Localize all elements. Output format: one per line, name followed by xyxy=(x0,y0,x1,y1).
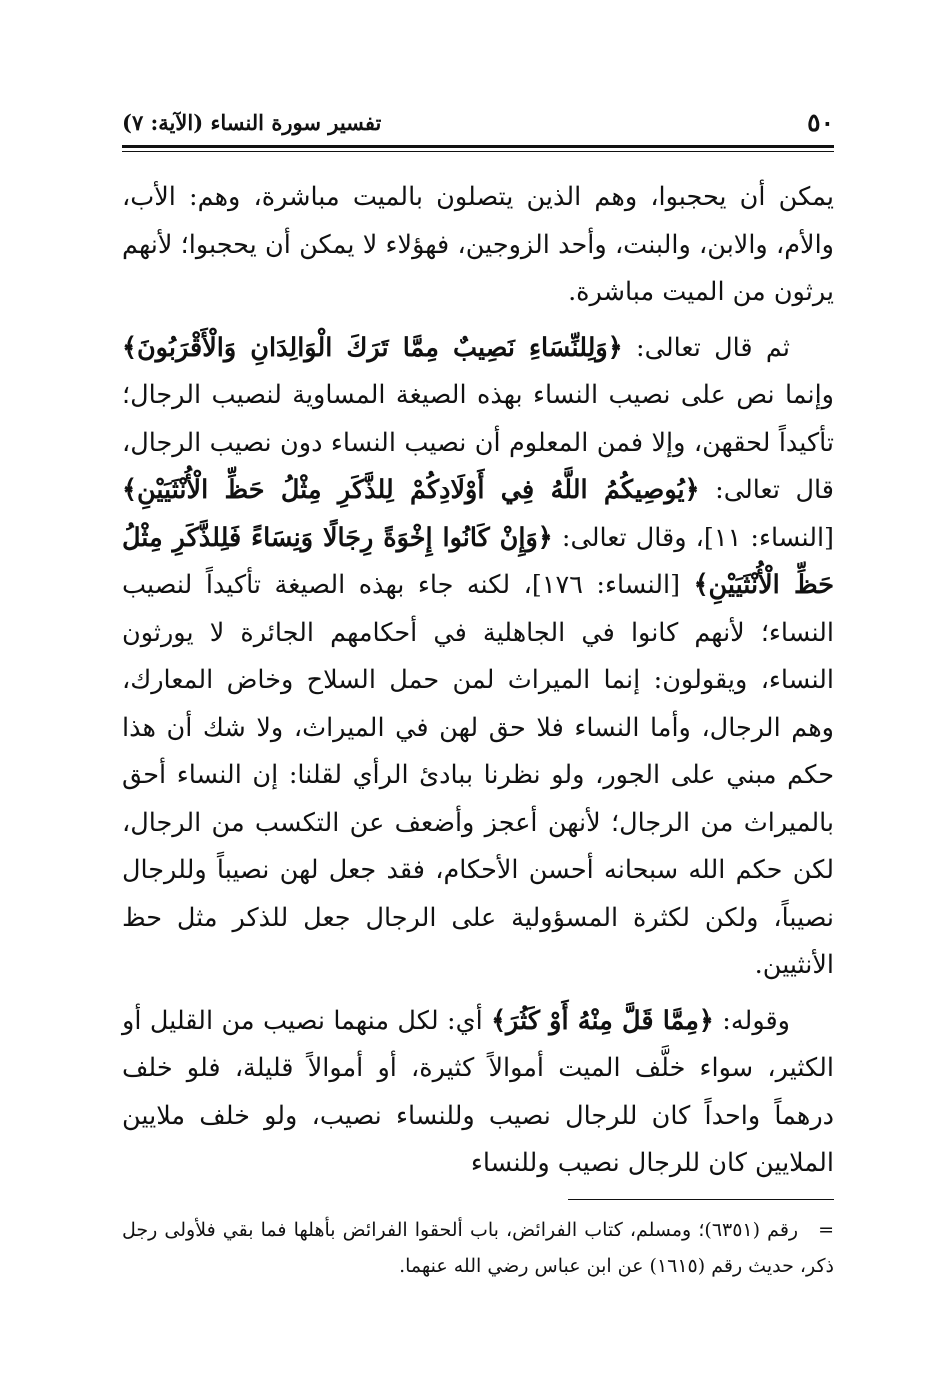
paragraph-2-text-a: ثم قال تعالى: xyxy=(622,332,791,363)
paragraph-3-text-a: وقوله: xyxy=(713,1005,790,1036)
page-number: ٥٠ xyxy=(807,108,834,137)
page-header xyxy=(122,104,834,144)
footnote-text: رقم (٦٣٥١)؛ ومسلم، كتاب الفرائض، باب ألحقوا الفرائض بأهلها فما بقي فلأولى رجل ذكر، حديث رقم (١٦١٥) عن ابن عباس رضي الله عنهما. xyxy=(122,1219,834,1277)
quran-verse-2: ﴿يُوصِيكُمُ اللَّهُ فِي أَوْلَادِكُمْ لِلذَّكَرِ مِثْلُ حَظِّ الْأُنْثَيَيْنِ﴾ xyxy=(122,475,700,505)
paragraph-2-text-b: وإنما نص على نصيب النساء بهذه الصيغة المساوية لنصيب الرجال؛ تأكيداً لحقهن، وإلا فمن المعلوم أن نصيب النساء دون نصيب الرجال، قال تعالى: xyxy=(122,380,834,505)
quran-verse-4: ﴿مِمَّا قَلَّ مِنْهُ أَوْ كَثُرَ﴾ xyxy=(491,1005,714,1036)
paragraph-1: يمكن أن يحجبوا، وهم الذين يتصلون بالميت مباشرة، وهم: الأب، والأم، والابن، والبنت، وأحد الزوجين، فهؤلاء لا يمكن أن يحجبوا؛ لأنهم يرثون من الميت مباشرة. xyxy=(122,182,834,307)
paragraph-3-text-b: أي: لكل منهما نصيب من القليل أو الكثير، سواء خلَّف الميت أموالاً كثيرة، أو أموالاً قليلة، فلو خلف درهماً واحداً كان للرجال نصيب وللنساء نصيب، ولو خلف ملايين الملايين كان للرجال نصيب وللنساء xyxy=(122,1005,834,1178)
header-rule-thin xyxy=(122,151,834,152)
running-title: تفسير سورة النساء (الآية: ٧) xyxy=(122,110,382,135)
main-text xyxy=(122,174,834,1196)
paragraph-2-text-d: [النساء: ١٧٦]، لكنه جاء بهذه الصيغة تأكيداً لنصيب النساء؛ لأنهم كانوا في الجاهلية في أحكامهم الجائرة لا يورثون النساء، ويقولون: إنما الميراث لمن حمل السلاح وخاض المعارك، وهم الرجال، وأما النساء فلا حق لهن في الميراث، ولا شك أن هذا حكم مبني على الجور، ولو نظرنا ببادئ الرأي لقلنا: إن النساء أحق بالميراث من الرجال؛ لأنهن أعجز وأضعف عن التكسب من الرجال، لكن حكم الله سبحانه أحسن الأحكام، فقد جعل لهن نصيباً وللرجال نصيباً، ولكن لكثرة المسؤولية على الرجال جعل للذكر مثل حظ الأنثيين. xyxy=(122,570,834,980)
paragraph-3 xyxy=(122,998,834,1188)
paragraph-2 xyxy=(122,325,834,990)
header-rule xyxy=(122,145,834,148)
quran-verse-3: ﴿وَإِنْ كَانُوا إِخْوَةً رِجَالًا وَنِسَاءً فَلِلذَّكَرِ مِثْلُ حَظِّ الْأُنْثَيَيْنِ﴾ xyxy=(122,522,834,600)
paragraph-2-text-c: [النساء: ١١]، وقال تعالى: xyxy=(552,522,835,553)
footnote-separator xyxy=(568,1199,834,1200)
quran-verse-1: ﴿وَلِلنِّسَاءِ نَصِيبٌ مِمَّا تَرَكَ الْوَالِدَانِ وَالْأَقْرَبُونَ﴾ xyxy=(122,332,623,363)
footnote-continuation-marker: = xyxy=(818,1219,834,1241)
footnote xyxy=(122,1212,834,1284)
